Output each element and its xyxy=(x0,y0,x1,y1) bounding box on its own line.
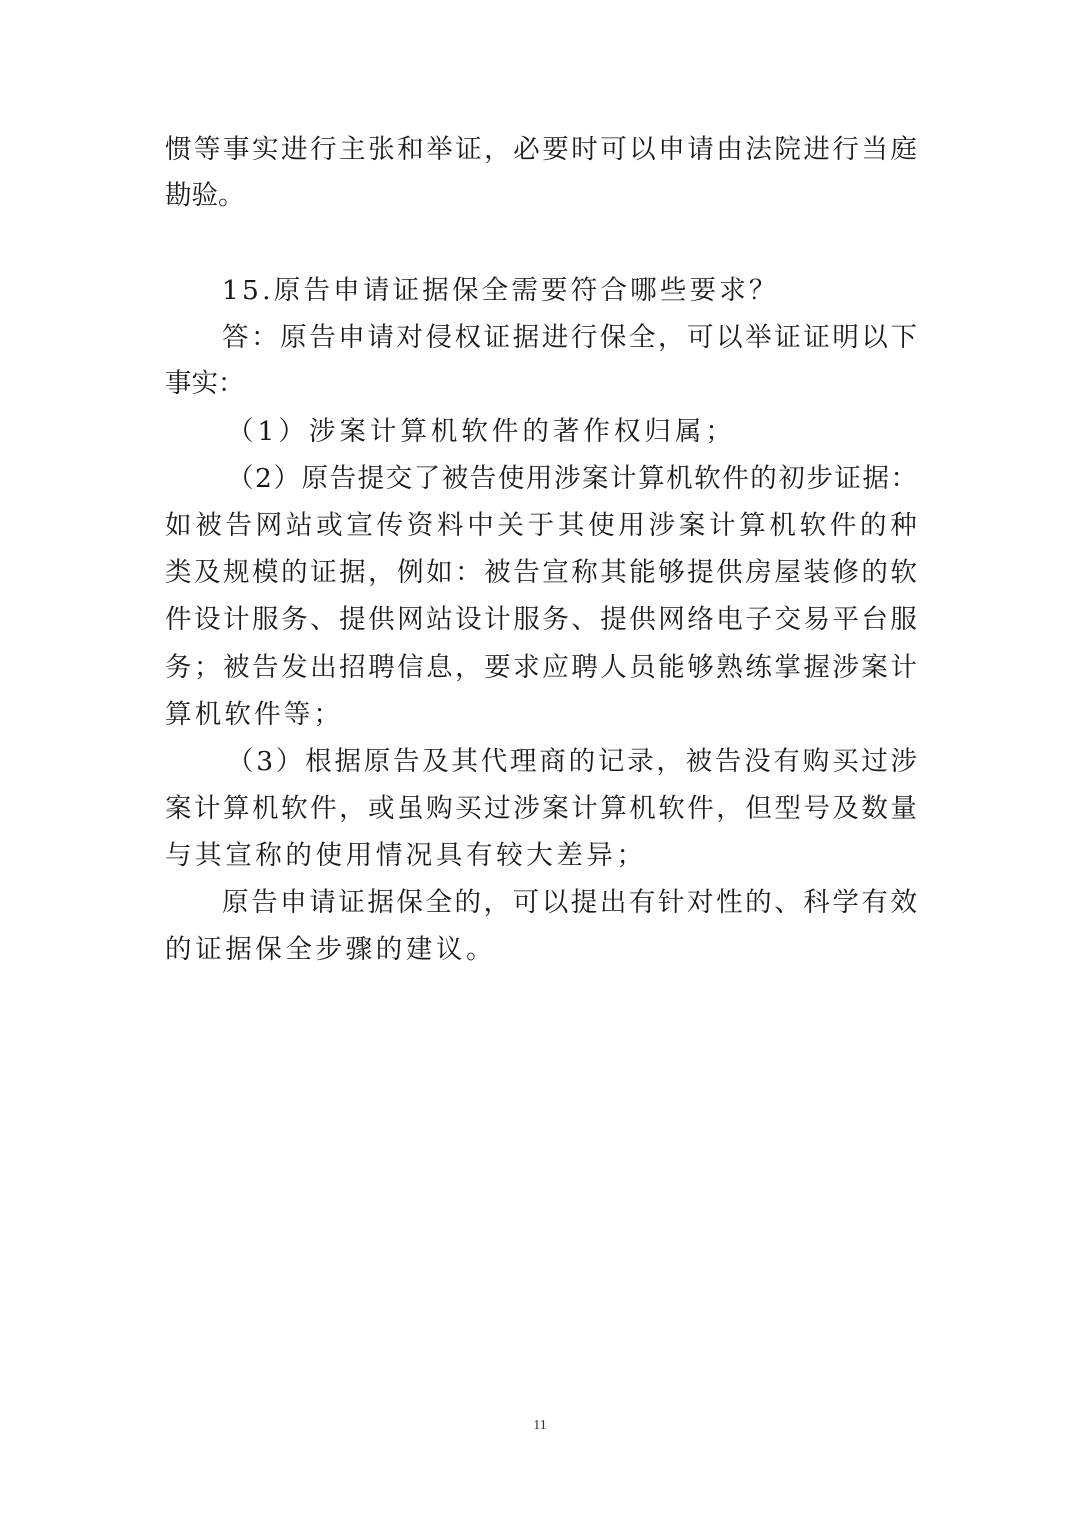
text-line: 如 被 告 网 站 或 宣 传 资 料 中 关 于 其 使 用 涉 案 计 算 机 软 件 的 种 xyxy=(165,510,917,541)
text-line: 勘验。 xyxy=(165,180,245,211)
text-line: 事实： xyxy=(165,368,245,399)
page-number: 11 xyxy=(533,1418,547,1433)
text-line: 原 告 申 请 证 据 保 全 的 ， 可 以 提 出 有 针 对 性 的 、 科 学 有 效 xyxy=(222,887,917,918)
text-line: 务 ； 被 告 发 出 招 聘 信 息 ， 要 求 应 聘 人 员 能 够 熟 练 掌 握 涉 案 计 xyxy=(165,652,917,683)
list-item: （1）涉案计算机软件的著作权归属； xyxy=(227,416,736,447)
answer-line: 答 ： 原 告 申 请 对 侵 权 证 据 进 行 保 全 ， 可 以 举 证 证 明 以 下 xyxy=(222,322,917,353)
text-line: 案 计 算 机 软 件 ， 或 虽 购 买 过 涉 案 计 算 机 软 件 ， 但 型 号 及 数 量 xyxy=(165,793,917,824)
text-line: 类 及 规 模 的 证 据 ， 例 如 ： 被 告 宣 称 其 能 够 提 供 房 屋 装 修 的 软 xyxy=(165,557,917,588)
text-line: 算机软件等； xyxy=(165,699,344,730)
list-item: （ 2 ） 原 告 提 交 了 被 告 使 用 涉 案 计 算 机 软 件 的 初 步 证 据 ： xyxy=(227,463,917,494)
text-line: 件 设 计 服 务 、 提 供 网 站 设 计 服 务 、 提 供 网 络 电 子 交 易 平 台 服 xyxy=(165,604,917,635)
text-line: 的证据保全步骤的建议。 xyxy=(165,934,497,965)
question-heading: 15.原告申请证据保全需要符合哪些要求？ xyxy=(222,275,779,306)
list-item: （ 3 ） 根 据 原 告 及 其 代 理 商 的 记 录 ， 被 告 没 有 购 买 过 涉 xyxy=(227,746,917,777)
text-line: 惯 等 事 实 进 行 主 张 和 举 证 ， 必 要 时 可 以 申 请 由 法 院 进 行 当 庭 xyxy=(165,134,917,165)
text-line: 与其宣称的使用情况具有较大差异； xyxy=(165,840,647,871)
